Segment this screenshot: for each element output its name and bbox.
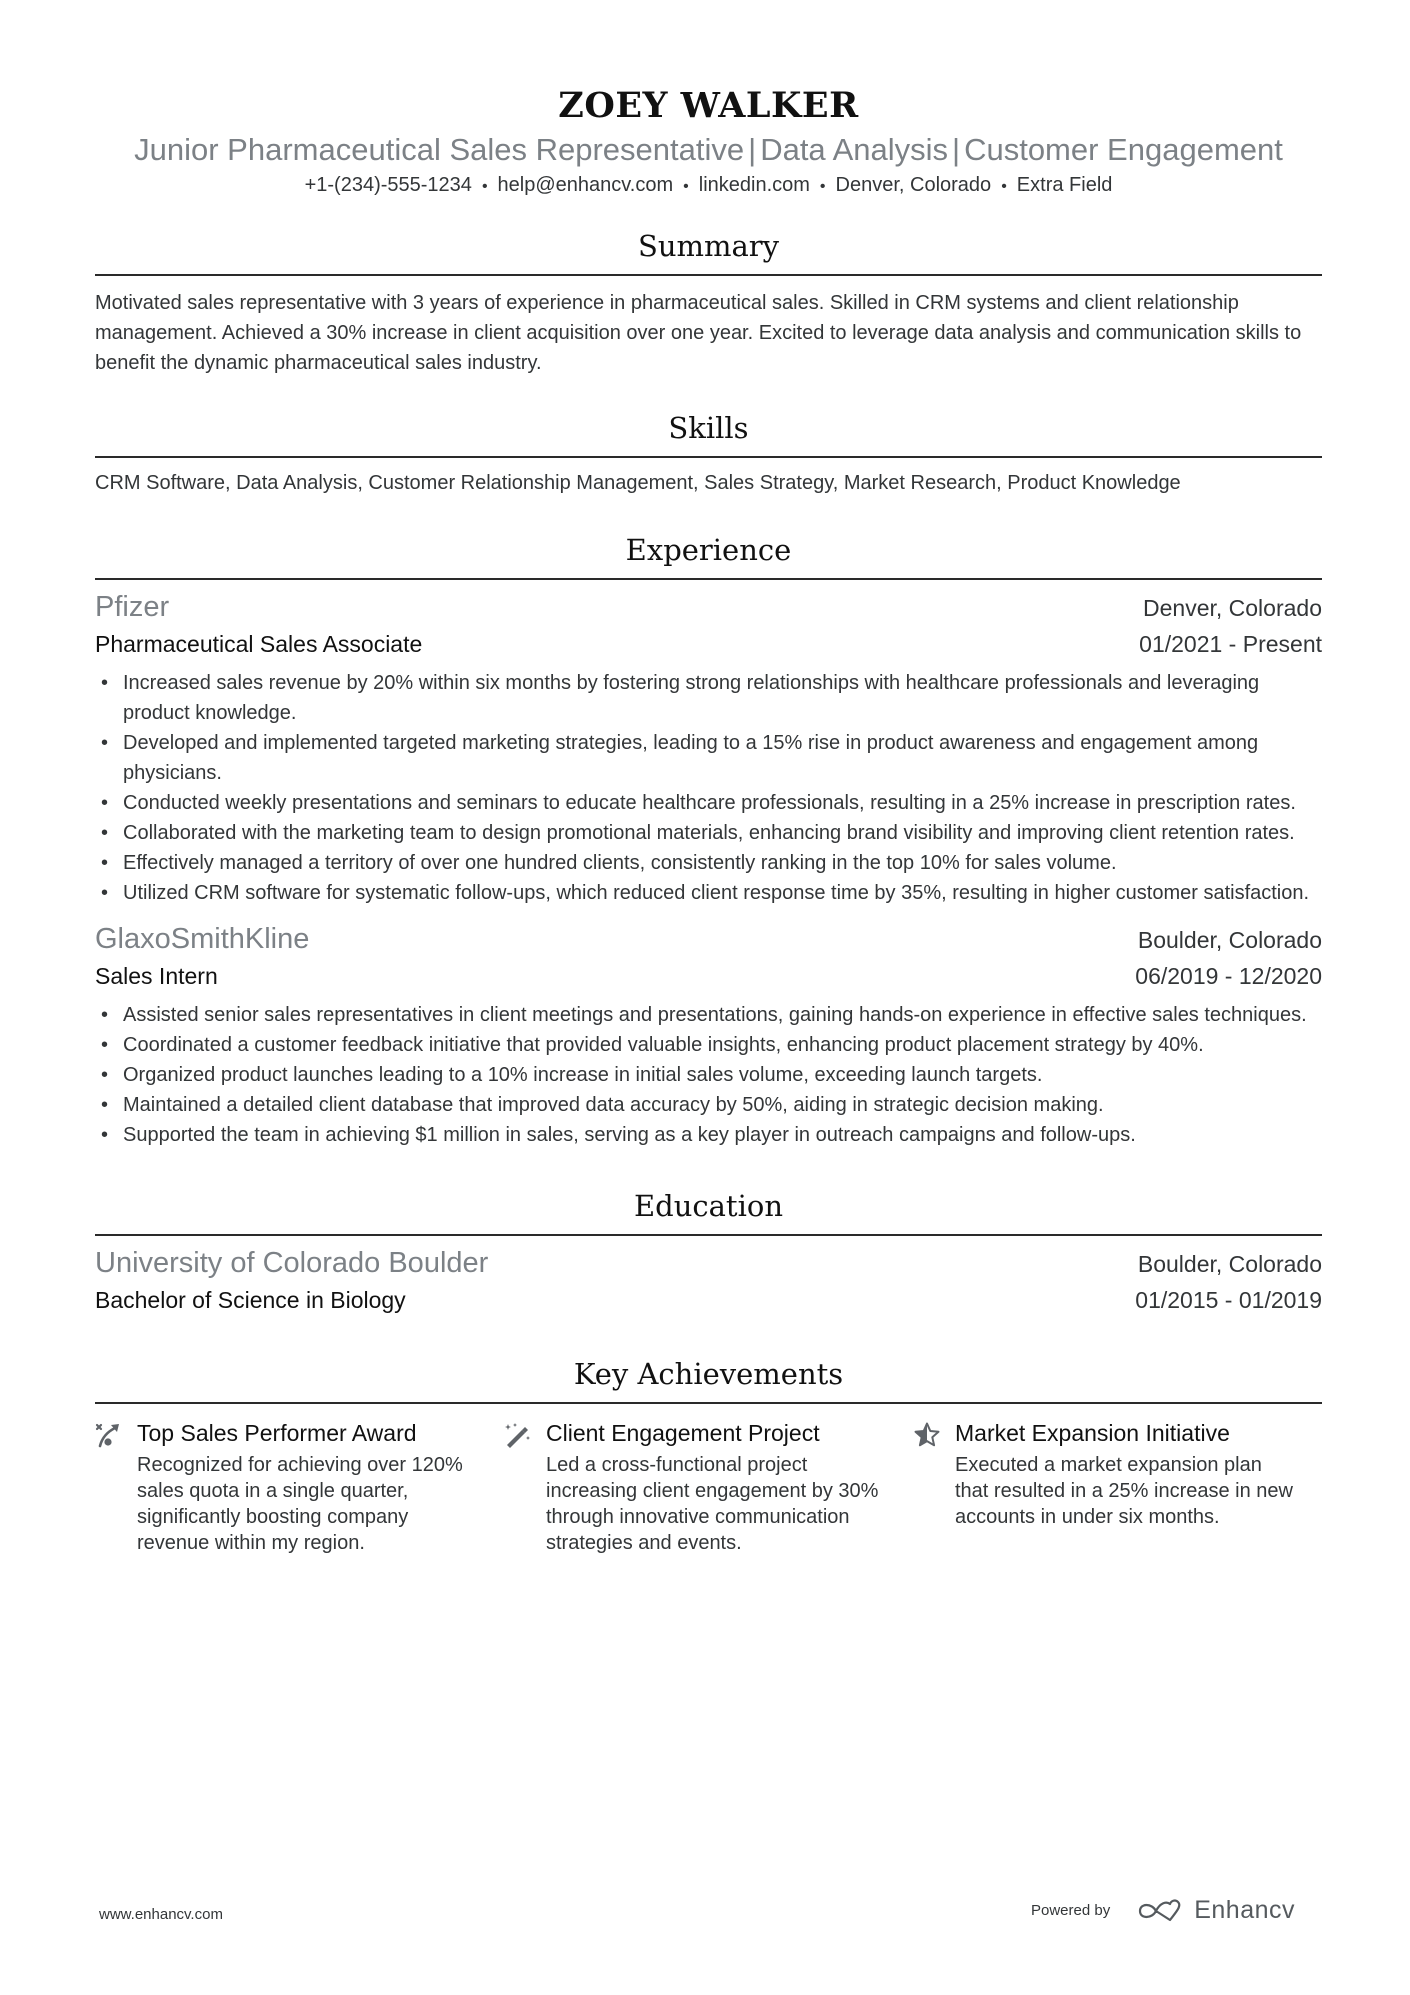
linkedin-link[interactable]: linkedin.com [698, 174, 810, 196]
bullet-item: • Maintained a detailed client database that improved data accuracy by 50%, aiding in strategic decision making. [95, 1090, 1322, 1120]
achievement-body [546, 1418, 886, 1556]
contact-line [95, 172, 1322, 200]
job-dates: 01/2021 - Present [1139, 631, 1322, 657]
enhancv-logo-icon [1136, 1898, 1184, 1924]
achievement-body [955, 1418, 1295, 1556]
section-title-summary: Summary [637, 229, 780, 263]
achievement-description: Recognized for achieving over 120% sales quota in a single quarter, significantly boosting company revenue within my region. [137, 1454, 463, 1554]
half-star-icon [913, 1418, 955, 1556]
job-bullets [95, 1000, 1322, 1150]
bullet-item: • Utilized CRM software for systematic follow-ups, which reduced client response time by 35%, resulting in higher customer satisfaction. [95, 878, 1322, 908]
bullet-item: • Collaborated with the marketing team to design promotional materials, enhancing brand visibility and improving client retention rates. [95, 818, 1322, 848]
entry-header-row [95, 1244, 1322, 1282]
bullet-item: • Assisted senior sales representatives in client meetings and presentations, gaining hands-on experience in effective sales techniques. [95, 1000, 1322, 1030]
footer-branding [1031, 1896, 1295, 1925]
achievement-item [95, 1418, 504, 1556]
bullet-item: • Developed and implemented targeted marketing strategies, leading to a 15% rise in product awareness and engagement among physicians. [95, 728, 1322, 788]
entry-header-row [95, 920, 1322, 958]
section-title-experience: Experience [625, 533, 792, 567]
contact-separator: • [481, 178, 488, 195]
section-divider [95, 1234, 1322, 1236]
contact-separator: • [1001, 178, 1007, 195]
headline [95, 128, 1322, 172]
achievements-section [95, 1354, 1322, 1556]
bullet-item: • Coordinated a customer feedback initiative that provided valuable insights, enhancing product placement strategy by 40%. [95, 1030, 1322, 1060]
strategy-play-icon [95, 1418, 137, 1556]
summary-section [95, 226, 1322, 378]
section-divider [95, 456, 1322, 458]
entry-subheader-row [95, 626, 1322, 662]
bullet-item: • Increased sales revenue by 20% within six months by fostering strong relationships with healthcare professionals and leveraging product knowledge. [95, 668, 1322, 728]
footer-website-link[interactable]: www.enhancv.com [99, 1906, 223, 1923]
experience-entry [95, 920, 1322, 1150]
job-bullets [95, 668, 1322, 908]
headline-part: Customer Engagement [964, 132, 1283, 167]
section-title-skills: Skills [668, 411, 749, 445]
resume-page [95, 0, 1322, 1556]
powered-by-label: Powered by [1031, 1902, 1111, 1919]
company-name: GlaxoSmithKline [95, 923, 310, 955]
job-dates: 06/2019 - 12/2020 [1135, 963, 1322, 989]
section-title-education: Education [633, 1189, 783, 1223]
achievement-description: Executed a market expansion plan that resulted in a 25% increase in new accounts in under six months. [955, 1454, 1293, 1528]
enhancv-logo-text: Enhancv [1194, 1896, 1296, 1924]
experience-entry [95, 588, 1322, 908]
entry-header-row [95, 588, 1322, 626]
education-section [95, 1186, 1322, 1318]
candidate-name: ZOEY WALKER [558, 85, 859, 126]
email-link[interactable]: help@enhancv.com [497, 174, 674, 196]
achievement-description: Led a cross-functional project increasing client engagement by 30% through innovative communication strategies and events. [546, 1454, 879, 1554]
education-dates: 01/2015 - 01/2019 [1135, 1287, 1322, 1313]
section-divider [95, 578, 1322, 580]
achievement-title: Market Expansion Initiative [955, 1420, 1230, 1446]
headline-part: Junior Pharmaceutical Sales Representative [134, 132, 745, 167]
resume-header [95, 0, 1322, 200]
achievement-item [504, 1418, 913, 1556]
job-location: Denver, Colorado [1143, 595, 1322, 621]
phone[interactable]: +1-(234)-555-1234 [304, 174, 472, 196]
achievement-body [137, 1418, 477, 1556]
headline-part: Data Analysis [760, 132, 949, 167]
entry-subheader-row [95, 958, 1322, 994]
bullet-item: • Conducted weekly presentations and seminars to educate healthcare professionals, resulting in a 25% increase in prescription rates. [95, 788, 1322, 818]
contact-separator: • [683, 178, 689, 195]
job-title: Pharmaceutical Sales Associate [95, 631, 423, 657]
section-divider [95, 274, 1322, 276]
experience-section [95, 530, 1322, 1150]
degree: Bachelor of Science in Biology [95, 1287, 406, 1313]
extra-field: Extra Field [1016, 174, 1113, 196]
job-title: Sales Intern [95, 963, 218, 989]
bullet-item: • Effectively managed a territory of over one hundred clients, consistently ranking in the top 10% for sales volume. [95, 848, 1322, 878]
skills-text: CRM Software, Data Analysis, Customer Relationship Management, Sales Strategy, Market Research, Product Knowledge [95, 472, 1181, 494]
headline-separator: | [748, 132, 757, 167]
entry-subheader-row [95, 1282, 1322, 1318]
bullet-item: • Organized product launches leading to a 10% increase in initial sales volume, exceeding launch targets. [95, 1060, 1322, 1090]
section-title-achievements: Key Achievements [573, 1357, 844, 1391]
achievement-title: Top Sales Performer Award [137, 1420, 417, 1446]
location: Denver, Colorado [835, 174, 992, 196]
achievements-list [95, 1418, 1322, 1556]
achievement-item [913, 1418, 1322, 1556]
company-name: Pfizer [95, 591, 170, 623]
school-name: University of Colorado Boulder [95, 1247, 489, 1279]
job-location: Boulder, Colorado [1137, 927, 1322, 953]
summary-text: Motivated sales representative with 3 years of experience in pharmaceutical sales. Skilled in CRM systems and client relationship management. Achieved a 30% increase in client acquisition over one year. Excited to leverage data analysis and communication skills to benefit the dynamic pharmaceutical sales industry. [95, 292, 1302, 374]
skills-section [95, 408, 1322, 498]
bullet-item: • Supported the team in achieving $1 million in sales, serving as a key player in outreach campaigns and follow-ups. [95, 1120, 1322, 1150]
headline-separator: | [952, 132, 961, 167]
section-divider [95, 1402, 1322, 1404]
magic-wand-icon [504, 1418, 546, 1556]
education-entry [95, 1244, 1322, 1318]
contact-separator: • [819, 178, 826, 195]
school-location: Boulder, Colorado [1137, 1251, 1322, 1277]
achievement-title: Client Engagement Project [546, 1420, 820, 1446]
